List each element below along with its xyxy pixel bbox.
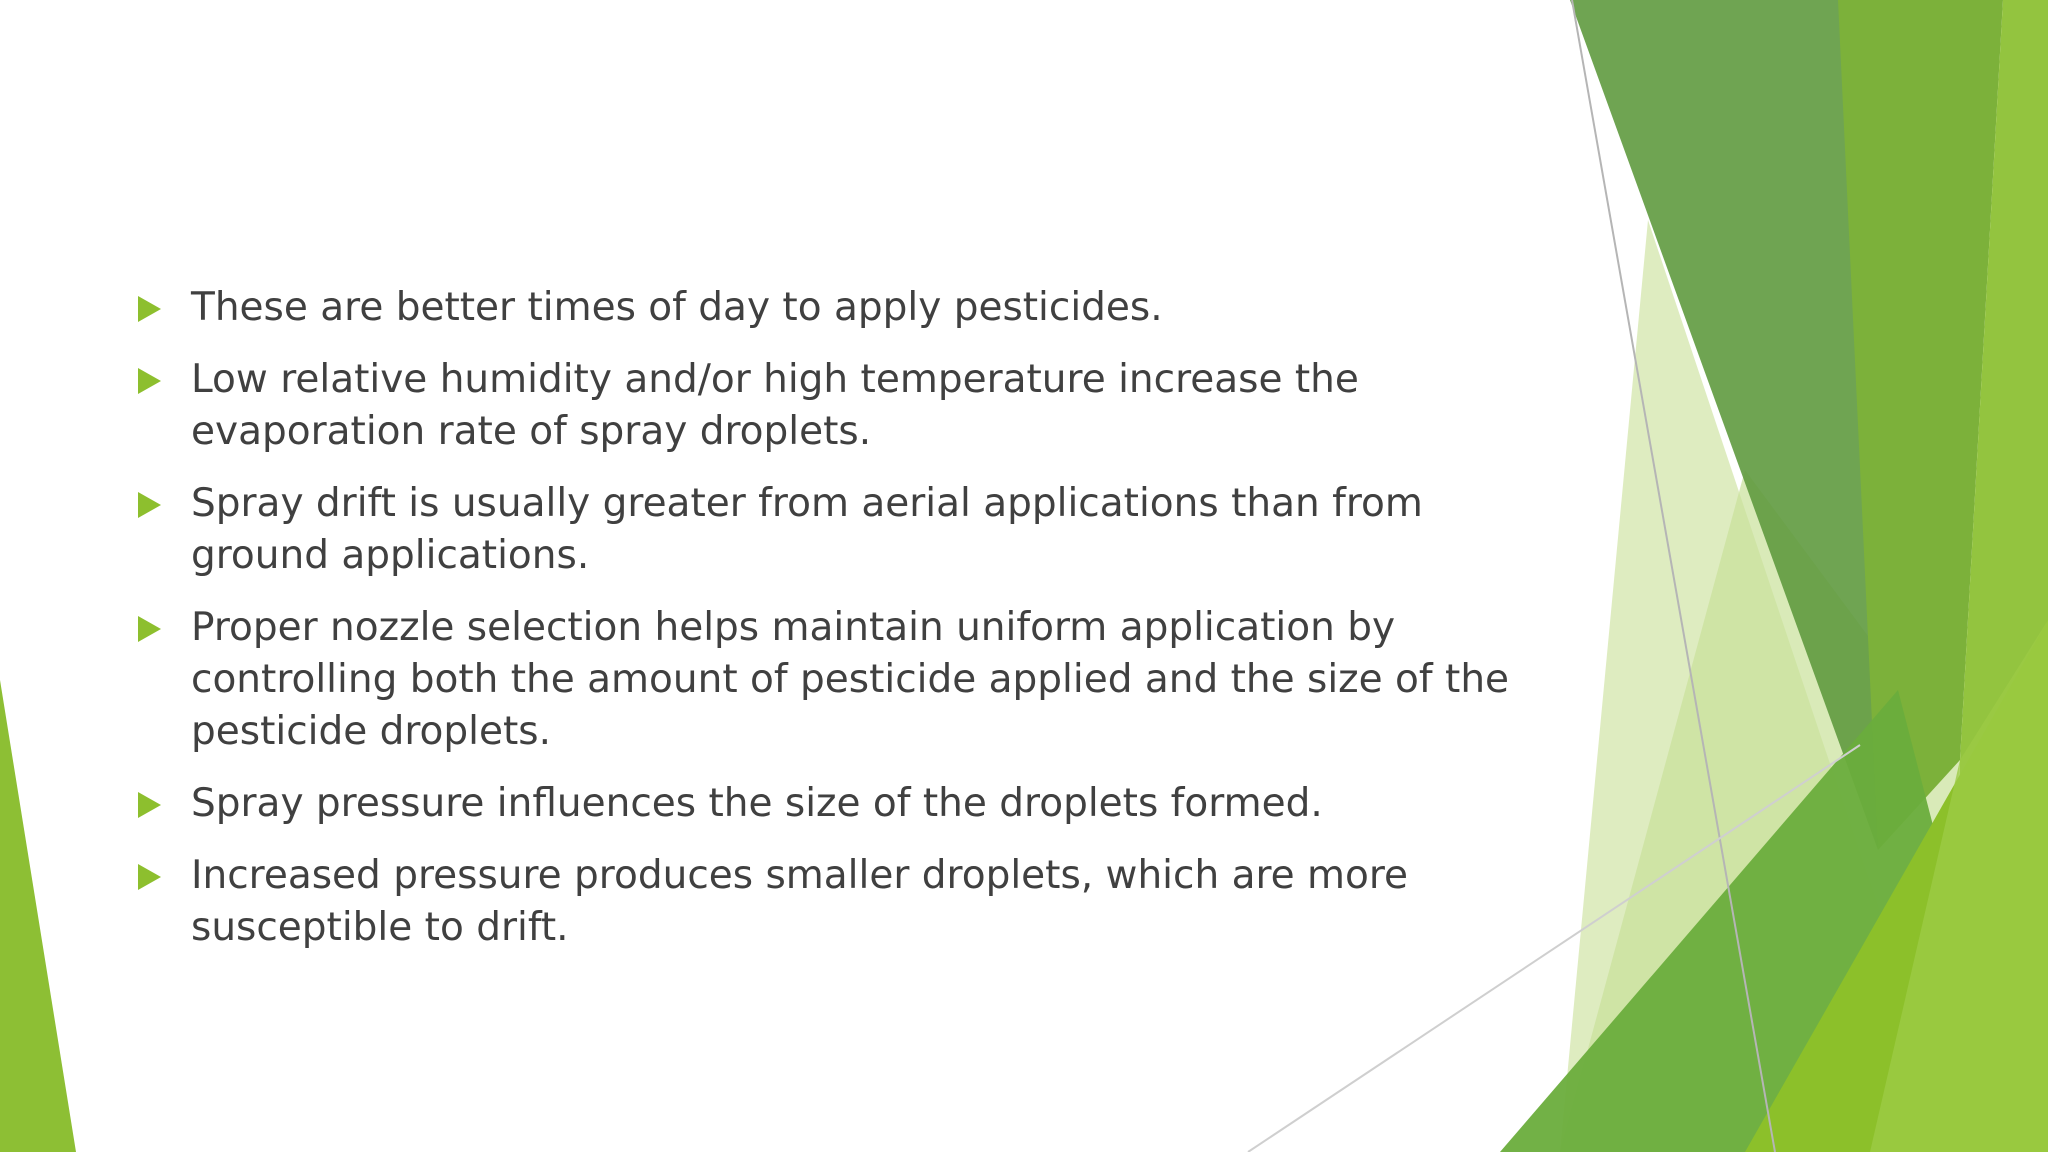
triangle-right-icon [138,792,161,818]
bullet-text: Low relative humidity and/or high temperature increase the evaporation rate of spray droplets. [191,357,1359,454]
triangle-right-icon [138,296,161,322]
triangle-right-icon [138,492,161,518]
bullet-item [130,850,1530,954]
bullet-item [130,478,1530,582]
bullet-text: Spray drift is usually greater from aerial applications than from ground applications. [191,481,1423,578]
bullet-list [130,282,1530,974]
bullet-text: Increased pressure produces smaller droplets, which are more susceptible to drift. [191,853,1409,950]
bullet-text: These are better times of day to apply pesticides. [191,285,1163,330]
bullet-item [130,778,1530,830]
bullet-text: Proper nozzle selection helps maintain uniform application by controlling both the amount of pesticide applied and the size of the pesticide droplets. [191,605,1510,754]
bullet-item [130,602,1530,758]
triangle-right-icon [138,864,161,890]
bullet-item [130,354,1530,458]
triangle-right-icon [138,368,161,394]
triangle-right-icon [138,616,161,642]
left-green-sliver [0,680,76,1152]
bullet-text: Spray pressure influences the size of the droplets formed. [191,781,1323,826]
bullet-item [130,282,1530,334]
